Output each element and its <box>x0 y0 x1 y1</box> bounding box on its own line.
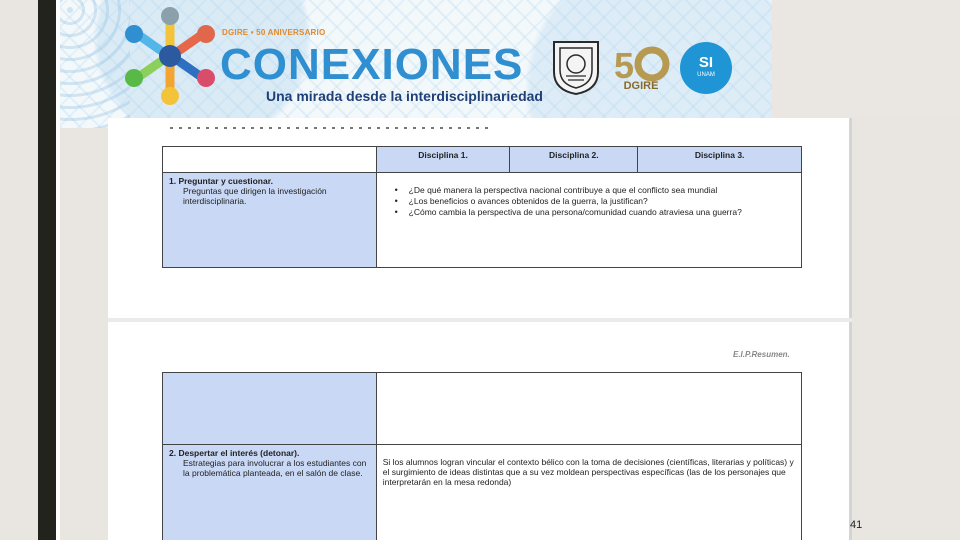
svg-text:5: 5 <box>614 45 635 86</box>
strategy-text-cell: Si los alumnos logran vincular el contexto bélico con la toma de decisiones (científicas, literarias y políticas) y el surgimiento de ideas distintas que a su vez moldean perspectivas específicas (las de los personajes que interpretarán en la mesa redonda) <box>376 445 801 540</box>
list-item: • ¿Cómo cambia la perspectiva de una persona/comunidad cuando atraviesa una guerra? <box>395 207 795 217</box>
table-corner-cell <box>163 147 377 173</box>
questions-list <box>395 185 795 217</box>
left-dark-stripe <box>38 0 56 540</box>
list-item: • ¿Los beneficios o avances obtenidos de la guerra, la justifican? <box>395 196 795 206</box>
row-description: Estrategias para involucrar a los estudiantes con la problemática planteada, en el salón de clase. <box>183 458 367 478</box>
page-number: 41 <box>850 519 863 531</box>
list-item: • ¿De qué manera la perspectiva nacional contribuye a que el conflicto sea mundial <box>395 185 795 195</box>
unam-seal-icon <box>550 38 602 96</box>
questions-cell <box>376 173 801 268</box>
empty-label-cell <box>163 373 377 445</box>
si-logo-sublabel: UNAM <box>697 72 715 78</box>
table-disciplinas <box>162 146 802 268</box>
header-disciplina-3: Disciplina 3. <box>638 147 802 173</box>
dgire-logo-label: DGIRE <box>623 80 659 92</box>
empty-content-cell <box>376 373 801 445</box>
header-disciplina-1: Disciplina 1. <box>376 147 510 173</box>
conexiones-logo-icon <box>120 6 220 106</box>
row-description: Preguntas que dirigen la investigación interdisciplinaria. <box>183 186 327 206</box>
table-detonar <box>162 372 802 540</box>
row-title: 1. Preguntar y cuestionar. <box>169 176 273 186</box>
anniversary-label: DGIRE • 50 ANIVERSARIO <box>222 28 326 37</box>
banner-subtitle: Una mirada desde la interdisciplinariedad <box>266 88 543 104</box>
banner-background-edge <box>772 0 960 118</box>
banner-title: CONEXIONES <box>220 40 524 89</box>
page-header-note: E.I.P.Resumen. <box>733 350 790 359</box>
header-disciplina-2: Disciplina 2. <box>510 147 638 173</box>
si-logo-label: SI <box>698 54 714 71</box>
cut-off-text-fragment <box>170 127 490 129</box>
row-label-detonar <box>163 445 377 540</box>
row-label-preguntar <box>163 173 377 268</box>
row-title: 2. Despertar el interés (detonar). <box>169 448 300 458</box>
conexiones-banner <box>60 0 772 128</box>
